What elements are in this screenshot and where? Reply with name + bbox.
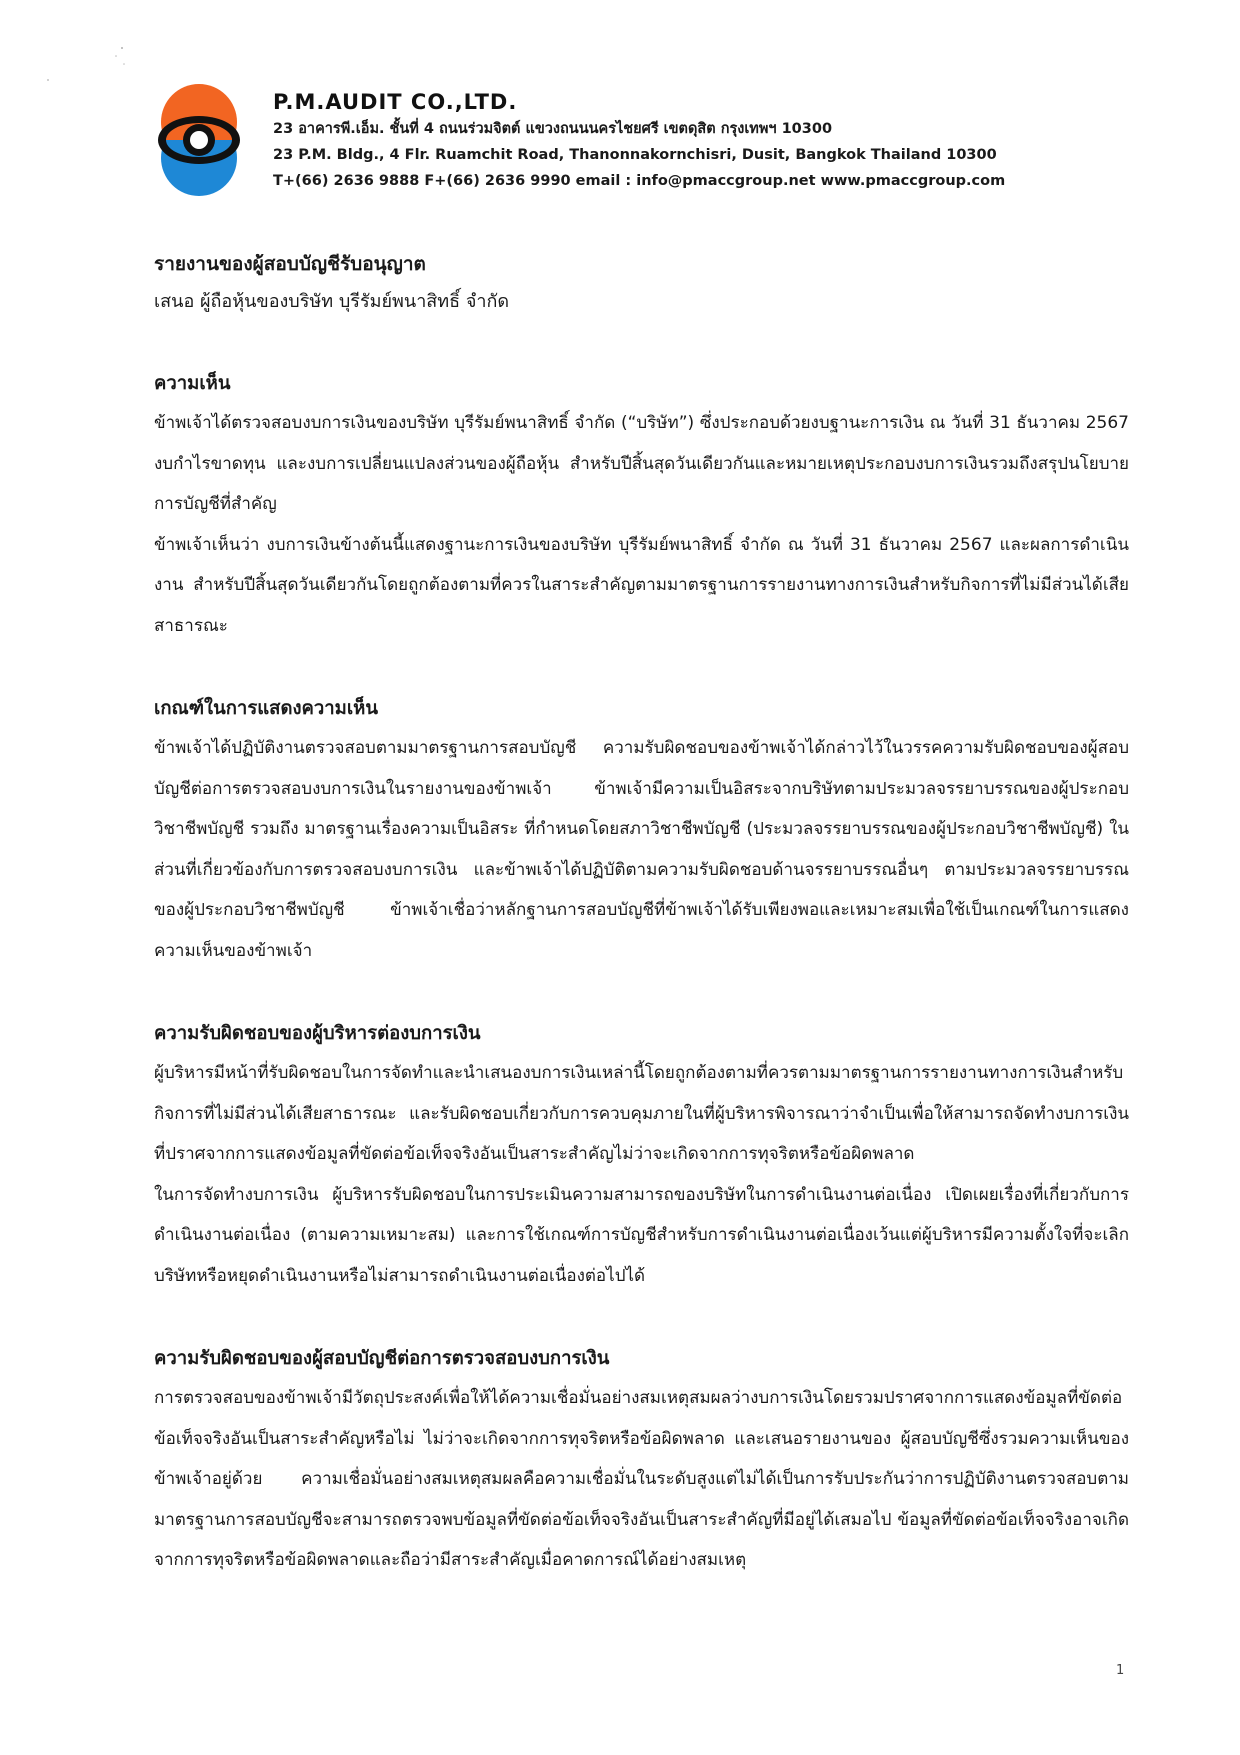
section-basis-for-opinion [154, 690, 1129, 971]
company-address-thai: 23 อาคารพี.เอ็ม. ชั้นที่ 4 ถนนร่วมจิตต์ แขวงถนนนครไชยศรี เขตดุสิต กรุงเทพฯ 10300 [273, 121, 833, 137]
paragraph-opinion-scope: ข้าพเจ้าได้ตรวจสอบงบการเงินของบริษัท บุรีรัมย์พนาสิทธิ์ จำกัด (“บริษัท”) ซึ่งประกอบด้วยงบฐานะการเงิน ณ วันที่ 31 ธันวาคม 2567 งบกำไรขาดทุน และงบการเปลี่ยนแปลงส่วนของผู้ถือหุ้น สำหรับปีสิ้นสุดวันเดียวกันและหมายเหตุประกอบงบการเงินรวมถึงสรุปนโยบายการบัญชีที่สำคัญ [154, 413, 1129, 514]
scan-specks [38, 40, 128, 100]
letterhead [157, 80, 1117, 200]
report-body [154, 245, 1129, 1581]
paragraph-management-going-concern: ในการจัดทำงบการเงิน ผู้บริหารรับผิดชอบในการประเมินความสามารถของบริษัทในการดำเนินงานต่อเนื่อง เปิดเผยเรื่องที่เกี่ยวกับการดำเนินงานต่อเนื่อง (ตามความเหมาะสม) และการใช้เกณฑ์การบัญชีสำหรับการดำเนินงานต่อเนื่องเว้นแต่ผู้บริหารมีความตั้งใจที่จะเลิกบริษัทหรือหยุดดำเนินงานหรือไม่สามารถดำเนินงานต่อเนื่องต่อไปได้ [154, 1184, 1129, 1286]
logo-center-dot [190, 131, 208, 149]
section-auditor-responsibility [154, 1340, 1129, 1581]
company-address-english: 23 P.M. Bldg., 4 Flr. Ruamchit Road, Thanonnakornchisri, Dusit, Bangkok Thailand 10300 [273, 147, 997, 163]
report-addressee: เสนอ ผู้ถือหุ้นของบริษัท บุรีรัมย์พนาสิทธิ์ จำกัด [154, 291, 510, 312]
page-number: 1 [1116, 1663, 1125, 1678]
company-name: P.M.AUDIT CO.,LTD. [273, 90, 518, 114]
paragraph-basis: ข้าพเจ้าได้ปฏิบัติงานตรวจสอบตามมาตรฐานการสอบบัญชี ความรับผิดชอบของข้าพเจ้าได้กล่าวไว้ในวรรคความรับผิดชอบของผู้สอบบัญชีต่อการตรวจสอบงบการเงินในรายงานของข้าพเจ้า ข้าพเจ้ามีความเป็นอิสระจากบริษัทตามประมวลจรรยาบรรณของผู้ประกอบวิชาชีพบัญชี รวมถึง มาตรฐานเรื่องความเป็นอิสระ ที่กำหนดโดยสภาวิชาชีพบัญชี (ประมวลจรรยาบรรณของผู้ประกอบวิชาชีพบัญชี) ในส่วนที่เกี่ยวข้องกับการตรวจสอบงบการเงิน และข้าพเจ้าได้ปฏิบัติตามความรับผิดชอบด้านจรรยาบรรณอื่นๆ ตามประมวลจรรยาบรรณของผู้ประกอบวิชาชีพบัญชี ข้าพเจ้าเชื่อว่าหลักฐานการสอบบัญชีที่ข้าพเจ้าได้รับเพียงพอและเหมาะสมเพื่อใช้เป็นเกณฑ์ในการแสดงความเห็นของข้าพเจ้า [154, 738, 1129, 961]
company-contact: T+(66) 2636 9888 F+(66) 2636 9990 email : info@pmaccgroup.net www.pmaccgroup.com [273, 173, 1006, 189]
company-logo [157, 80, 241, 200]
section-opinion [154, 365, 1129, 646]
section-heading-management: ความรับผิดชอบของผู้บริหารต่องบการเงิน [154, 1023, 481, 1044]
report-title: รายงานของผู้สอบบัญชีรับอนุญาต [154, 253, 426, 275]
paragraph-opinion-statement: ข้าพเจ้าเห็นว่า งบการเงินข้างต้นนี้แสดงฐานะการเงินของบริษัท บุรีรัมย์พนาสิทธิ์ จำกัด ณ วันที่ 31 ธันวาคม 2567 และผลการดำเนินงาน สำหรับปีสิ้นสุดวันเดียวกันโดยถูกต้องตามที่ควรในสาระสำคัญตามมาตรฐานการรายงานทางการเงินสำหรับกิจการที่ไม่มีส่วนได้เสียสาธารณะ [154, 534, 1129, 636]
company-info [273, 88, 1113, 194]
paragraph-management-preparation: ผู้บริหารมีหน้าที่รับผิดชอบในการจัดทำและนำเสนองบการเงินเหล่านี้โดยถูกต้องตามที่ควรตามมาตรฐานการรายงานทางการเงินสำหรับกิจการที่ไม่มีส่วนได้เสียสาธารณะ และรับผิดชอบเกี่ยวกับการควบคุมภายในที่ผู้บริหารพิจารณาว่าจำเป็นเพื่อให้สามารถจัดทำงบการเงินที่ปราศจากการแสดงข้อมูลที่ขัดต่อข้อเท็จจริงอันเป็นสาระสำคัญไม่ว่าจะเกิดจากการทุจริตหรือข้อผิดพลาด [154, 1063, 1129, 1164]
section-heading-basis: เกณฑ์ในการแสดงความเห็น [154, 698, 379, 719]
section-heading-auditor: ความรับผิดชอบของผู้สอบบัญชีต่อการตรวจสอบงบการเงิน [154, 1348, 610, 1369]
section-management-responsibility [154, 1015, 1129, 1296]
section-heading-opinion: ความเห็น [154, 373, 231, 394]
paragraph-auditor-objective: การตรวจสอบของข้าพเจ้ามีวัตถุประสงค์เพื่อให้ได้ความเชื่อมั่นอย่างสมเหตุสมผลว่างบการเงินโดยรวมปราศจากการแสดงข้อมูลที่ขัดต่อข้อเท็จจริงอันเป็นสาระสำคัญหรือไม่ ไม่ว่าจะเกิดจากการทุจริตหรือข้อผิดพลาด และเสนอรายงานของ ผู้สอบบัญชีซึ่งรวมความเห็นของข้าพเจ้าอยู่ด้วย ความเชื่อมั่นอย่างสมเหตุสมผลคือความเชื่อมั่นในระดับสูงแต่ไม่ได้เป็นการรับประกันว่าการปฏิบัติงานตรวจสอบตามมาตรฐานการสอบบัญชีจะสามารถตรวจพบข้อมูลที่ขัดต่อข้อเท็จจริงอันเป็นสาระสำคัญที่มีอยู่ได้เสมอไป ข้อมูลที่ขัดต่อข้อเท็จจริงอาจเกิดจากการทุจริตหรือข้อผิดพลาดและถือว่ามีสาระสำคัญเมื่อคาดการณ์ได้อย่างสมเหตุ [154, 1388, 1129, 1570]
